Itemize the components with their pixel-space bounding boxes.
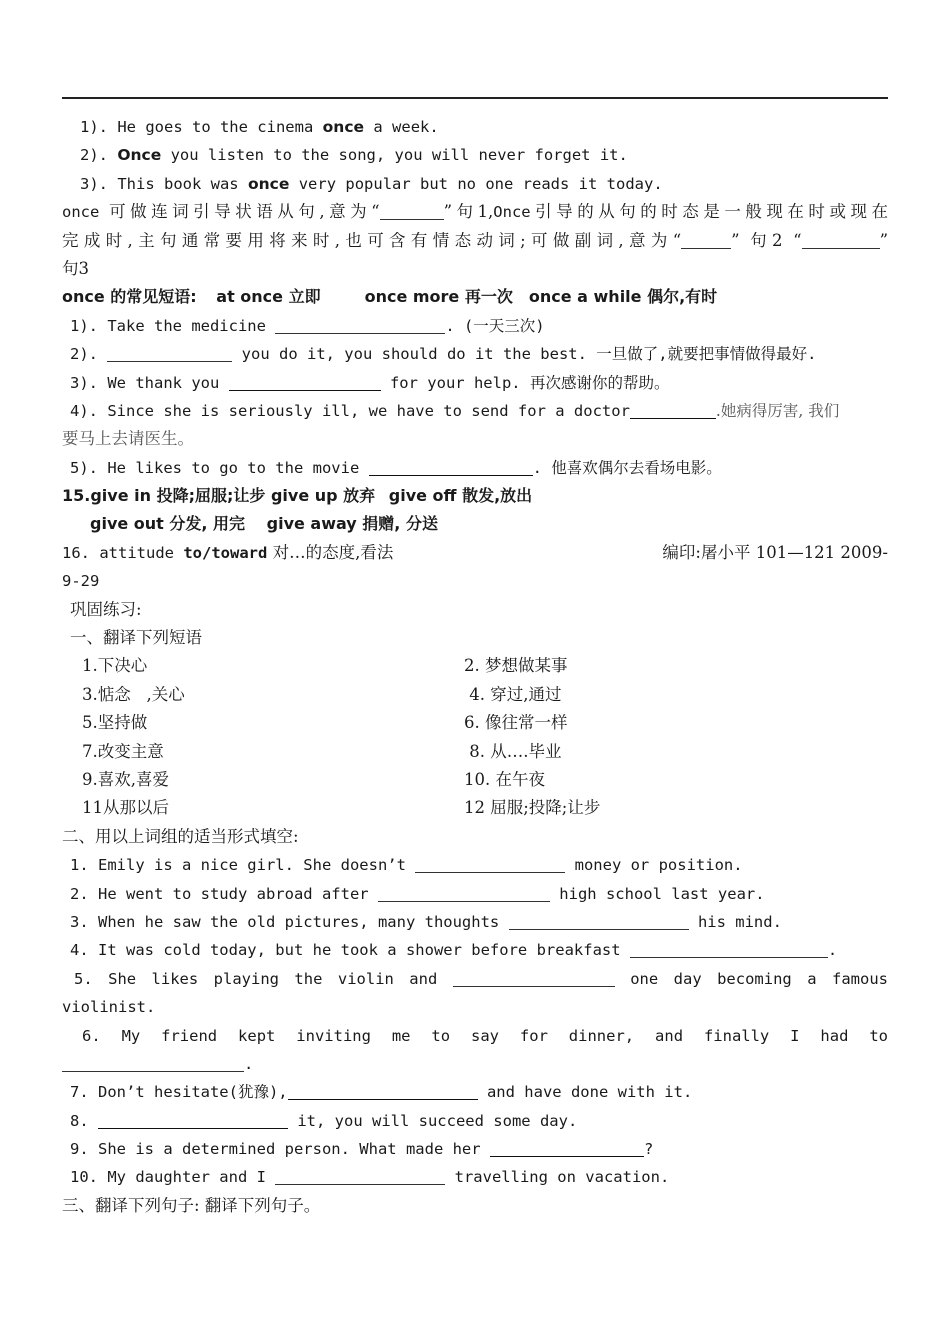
blank[interactable] [229, 373, 381, 391]
phrase-exercise-3: 3). We thank you for your help. 再次感谢你的帮助。 [70, 373, 670, 392]
phrase-exercise-4: 4). Since she is seriously ill, we have to send for a doctor .她病得厉害, 我们 [70, 401, 840, 420]
item-16: 16. attitude to/toward 对…的态度,看法 编印:屠小平 101—121 2009- [62, 539, 888, 567]
section-3-title: 三、翻译下列句子: 翻译下列句子。 [62, 1195, 321, 1215]
fill-sentence-6-continued: . [62, 1050, 888, 1078]
blank[interactable] [107, 344, 232, 362]
item-15-line-2: give out 分发, 用完 give away 捐赠, 分送 [90, 514, 438, 534]
example-1: 1). He goes to the cinema once a week. [80, 118, 439, 136]
fill-sentence-2: 2. He went to study abroad after high school last year. [70, 884, 765, 903]
credit-date-continued: 9-29 [62, 572, 100, 591]
fill-sentence-3: 3. When he saw the old pictures, many thoughts his mind. [70, 912, 782, 931]
blank[interactable] [453, 969, 615, 987]
phrase-exercise-2: 2). you do it, you should do it the best. 一旦做了,就要把事情做得最好. [70, 345, 817, 364]
fill-sentence-1: 1. Emily is a nice girl. She doesn’t money or position. [70, 856, 743, 875]
fill-sentence-4: 4. It was cold today, but he took a shower before breakfast . [70, 941, 838, 960]
blank[interactable] [630, 401, 716, 419]
translation-row: 9.喜欢,喜爱 10. 在午夜 [82, 769, 545, 789]
explanation-line-3: 句3 [62, 258, 89, 278]
translation-row: 7.改变主意 8. 从….毕业 [82, 741, 562, 761]
fill-sentence-9: 9. She is a determined person. What made her ? [70, 1140, 654, 1159]
blank[interactable] [509, 912, 689, 930]
fill-sentence-10: 10. My daughter and I travelling on vacation. [70, 1168, 670, 1187]
fill-sentence-5-continued: violinist. [62, 998, 156, 1017]
explanation-line-1: once 可做连词引导状语从句,意为“ ”句1,Once引导的从句的时态是一般现在时或现在 [62, 202, 888, 222]
once-phrases-heading: once 的常见短语: at once 立即 once more 再一次 once a while 偶尔,有时 [62, 287, 718, 307]
blank[interactable] [288, 1082, 478, 1100]
credit: 编印:屠小平 101—121 2009- [662, 542, 888, 562]
fill-sentence-6: 6. My friend kept inviting me to say for dinner, and finally I had to [82, 1026, 888, 1045]
worksheet-body [62, 113, 888, 1220]
section-1-title: 一、翻译下列短语 [70, 628, 202, 648]
blank[interactable] [369, 458, 533, 476]
explanation-line-2: 完成时,主句通常要用将来时,也可含有情态动词;可做副词,意为“ ” 句2 “ ” [62, 230, 888, 250]
blank[interactable] [415, 855, 565, 873]
translation-row: 1.下决心 2. 梦想做某事 [82, 656, 568, 676]
example-2: 2). Once you listen to the song, you will never forget it. [80, 146, 628, 165]
blank[interactable] [630, 940, 828, 958]
blank[interactable] [62, 1054, 244, 1072]
fill-sentence-8: 8. it, you will succeed some day. [70, 1111, 578, 1130]
phrase-exercise-4-continued: 要马上去请医生。 [62, 429, 194, 449]
blank[interactable] [98, 1111, 288, 1129]
fill-sentence-5: 5. She likes playing the violin and one day becoming a famous [74, 969, 888, 988]
blank[interactable] [275, 316, 445, 334]
practice-title: 巩固练习: [70, 599, 142, 619]
translation-row: 3.惦念 ,关心 4. 穿过,通过 [82, 684, 562, 704]
translation-row: 11从那以后 12 屈服;投降;让步 [82, 798, 601, 818]
phrase-exercise-5: 5). He likes to go to the movie . 他喜欢偶尔去看场电影。 [70, 458, 722, 477]
example-3: 3). This book was once very popular but no one reads it today. [80, 174, 663, 193]
item-15-line-1: 15.give in 投降;屈服;让步 give up 放弃 give off 散发,放出 [62, 486, 533, 506]
phrase-exercise-1: 1). Take the medicine . (一天三次) [70, 316, 545, 335]
blank[interactable] [378, 884, 550, 902]
blank[interactable] [490, 1139, 644, 1157]
section-2-title: 二、用以上词组的适当形式填空: [62, 826, 299, 846]
fill-sentence-7: 7. Don’t hesitate(犹豫), and have done with it. [70, 1083, 693, 1102]
translation-row: 5.坚持做 6. 像往常一样 [82, 713, 568, 733]
header-rule [62, 97, 888, 99]
blank[interactable] [275, 1167, 445, 1185]
